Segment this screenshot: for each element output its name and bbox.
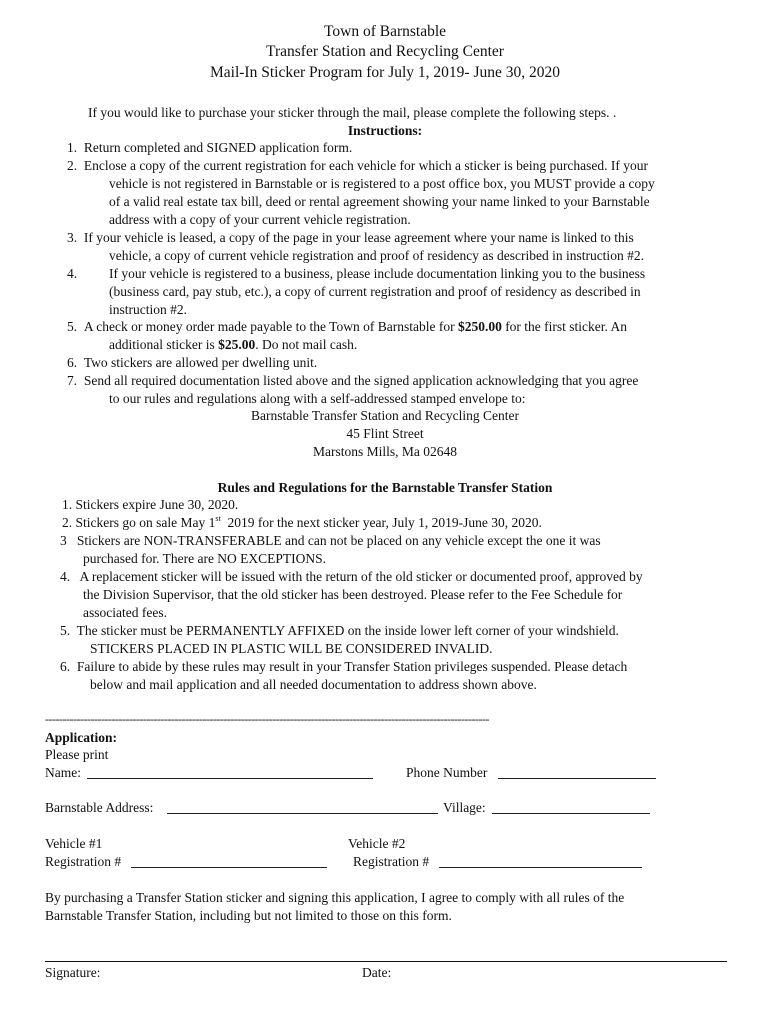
village-field[interactable] (492, 800, 650, 814)
doc-title-station: Transfer Station and Recycling Center (266, 43, 504, 60)
list-item: 2. Enclose a copy of the current registration for each vehicle for which a sticker is being purchased. If your (67, 158, 649, 173)
list-item-continuation: vehicle, a copy of current vehicle registration and proof of residency as described in instruction #2. (109, 248, 644, 263)
list-item: 4. A replacement sticker will be issued with the return of the old sticker or documented proof, approved by (60, 569, 643, 584)
list-item: 1. Stickers expire June 30, 2020. (62, 497, 239, 512)
list-item-continuation: (business card, pay stub, etc.), a copy of current registration and proof of residency as described in (109, 284, 641, 299)
list-item: 2. Stickers go on sale May 1st 2019 for the next sticker year, July 1, 2019-June 30, 2020. (62, 514, 542, 530)
signature-label: Signature: (45, 965, 101, 980)
rules-heading: Rules and Regulations for the Barnstable Transfer Station (217, 480, 553, 495)
doc-title-program: Mail-In Sticker Program for July 1, 2019- June 30, 2020 (210, 64, 560, 81)
list-item: 6. Failure to abide by these rules may result in your Transfer Station privileges suspended. Please detach (60, 659, 628, 674)
list-item: 5. A check or money order made payable to the Town of Barnstable for $250.00 for the first sticker. An (67, 319, 628, 334)
list-item-text: If your vehicle is registered to a business, please include documentation linking you to the business (109, 266, 646, 281)
village-field-label: Village: (443, 800, 486, 815)
address-field-label: Barnstable Address: (45, 800, 154, 815)
list-item-continuation: instruction #2. (109, 302, 187, 317)
list-item-continuation: vehicle is not registered in Barnstable or is registered to a post office box, you MUST provide a copy (109, 176, 655, 191)
sticker-price: $250.00 (457, 319, 502, 334)
intro-text: If you would like to purchase your sticker through the mail, please complete the following steps. . (88, 105, 617, 120)
list-item-continuation: to our rules and regulations along with a self-addressed stamped envelope to: (109, 391, 526, 406)
name-field-label: Name: (45, 765, 81, 780)
name-field[interactable] (87, 765, 373, 779)
signature-line[interactable] (45, 961, 727, 962)
agreement-text-continued: Barnstable Transfer Station, including but not limited to those on this form. (45, 908, 452, 923)
vehicle1-registration-label: Registration # (45, 854, 122, 869)
list-item: 3 Stickers are NON-TRANSFERABLE and can not be placed on any vehicle except the one it was (60, 533, 601, 548)
instructions-heading: Instructions: (347, 123, 423, 138)
list-item-continuation: below and mail application and all needed documentation to address shown above. (90, 677, 537, 692)
address-line: Barnstable Transfer Station and Recycling Center (250, 408, 520, 423)
vehicle2-registration-label: Registration # (353, 854, 430, 869)
additional-sticker-price: $25.00 (218, 337, 256, 352)
vehicle2-label: Vehicle #2 (348, 836, 406, 851)
list-item: 6. Two stickers are allowed per dwelling unit. (67, 355, 318, 370)
list-item: 3. If your vehicle is leased, a copy of the page in your lease agreement where your name is linked to this (67, 230, 634, 245)
list-item-continuation: additional sticker is $25.00. Do not mail cash. (109, 337, 358, 352)
doc-title-town: Town of Barnstable (323, 23, 447, 40)
list-item: 1. Return completed and SIGNED application form. (67, 140, 353, 155)
address-line: Marstons Mills, Ma 02648 (312, 444, 457, 459)
agreement-text: By purchasing a Transfer Station sticker and signing this application, I agree to comply with all rules of the (45, 890, 625, 905)
list-item: 4. (67, 266, 78, 281)
list-item-continuation: the Division Supervisor, that the old sticker has been destroyed. Please refer to the Fee Schedule for (83, 587, 623, 602)
date-label: Date: (362, 965, 392, 980)
list-item-continuation: of a valid real estate tax bill, deed or rental agreement showing your name linked to your Barnstable (109, 194, 650, 209)
list-item-continuation: associated fees. (83, 605, 167, 620)
phone-field-label: Phone Number (406, 765, 488, 780)
vehicle1-registration-field[interactable] (131, 854, 327, 868)
detach-line: ------------------------------------------------------------------------------------------------------------------------------- (45, 712, 490, 726)
vehicle2-registration-field[interactable] (439, 854, 642, 868)
vehicle1-label: Vehicle #1 (45, 836, 103, 851)
phone-field[interactable] (498, 765, 656, 779)
list-item: 7. Send all required documentation listed above and the signed application acknowledging that you agree (67, 373, 639, 388)
application-heading: Application: (45, 730, 118, 745)
list-item-continuation: STICKERS PLACED IN PLASTIC WILL BE CONSIDERED INVALID. (90, 641, 493, 656)
list-item-continuation: purchased for. There are NO EXCEPTIONS. (83, 551, 327, 566)
list-item: 5. The sticker must be PERMANENTLY AFFIXED on the inside lower left corner of your windshield. (60, 623, 619, 638)
address-field[interactable] (167, 800, 438, 814)
please-print-label: Please print (45, 747, 109, 762)
address-line: 45 Flint Street (346, 426, 424, 441)
list-item-continuation: address with a copy of your current vehicle registration. (109, 212, 411, 227)
